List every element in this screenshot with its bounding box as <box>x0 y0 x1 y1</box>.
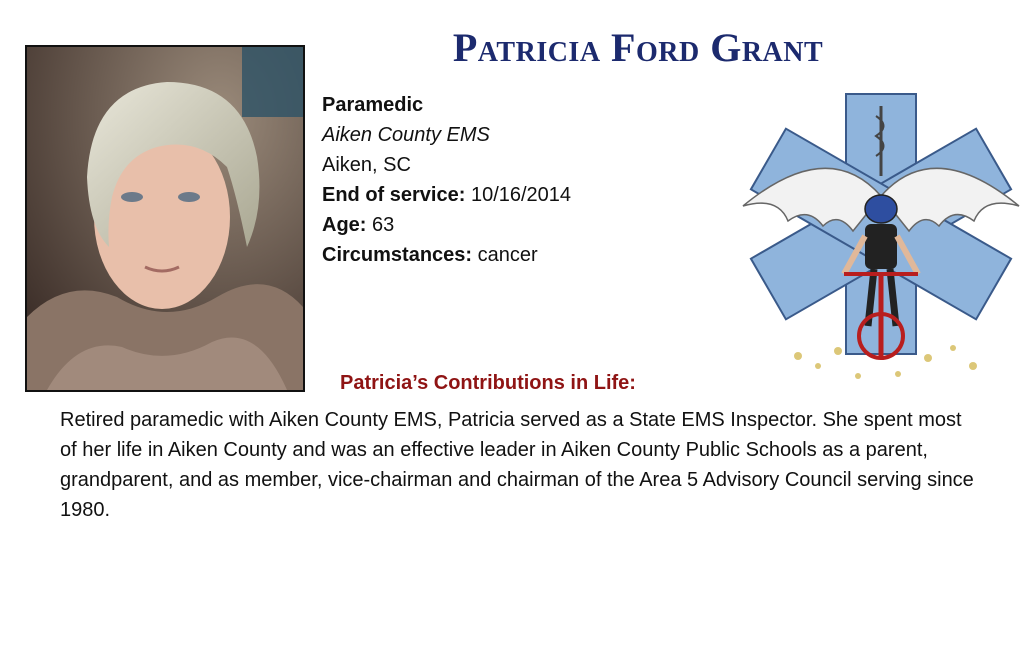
contributions-text: Retired paramedic with Aiken County EMS, Patricia served as a State EMS Inspector. She spent most of her life in Aiken County and was an effective leader in Aiken County Public Schools as a parent, grandparent, and as member, vice-chairman and chairman of the Area 5 Advisory Council serving since 1980. <box>60 409 974 521</box>
portrait-photo <box>25 45 305 392</box>
role: Paramedic <box>322 94 424 116</box>
agency: Aiken County EMS <box>322 124 490 146</box>
circumstances-value: cancer <box>477 244 538 266</box>
star-of-life-cyclist-icon <box>738 86 1024 386</box>
profile-details <box>322 90 571 270</box>
circumstances-label: Circumstances: <box>322 244 473 266</box>
contributions-heading: Patricia’s Contributions in Life: <box>340 372 636 394</box>
end-of-service-value: 10/16/2014 <box>470 184 572 206</box>
location: Aiken, SC <box>322 154 411 176</box>
page-title: Patricia Ford Grant <box>452 25 824 70</box>
age-value: 63 <box>372 214 395 236</box>
end-of-service-label: End of service: <box>322 184 466 206</box>
portrait-illustration <box>27 47 303 390</box>
age-label: Age: <box>322 214 367 236</box>
